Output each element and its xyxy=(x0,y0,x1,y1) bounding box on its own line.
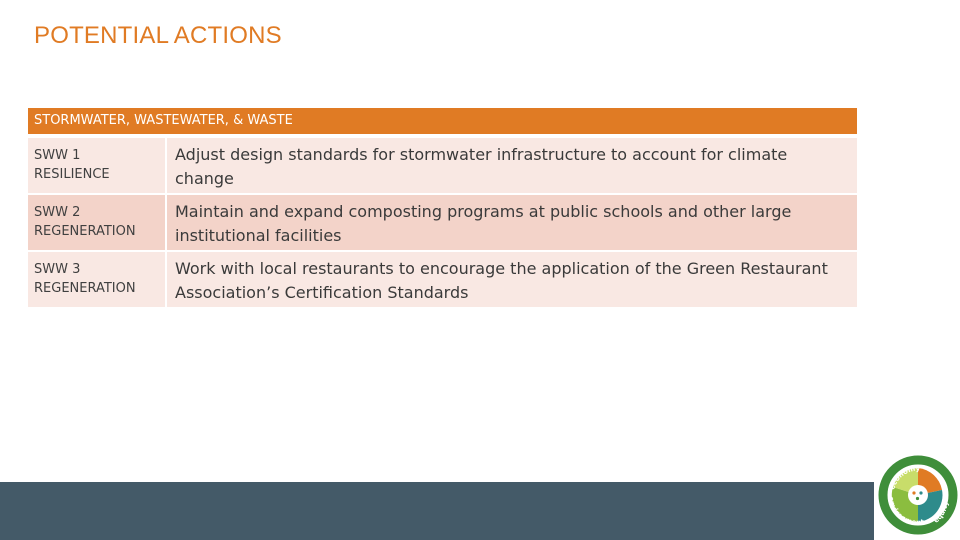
action-id-cell xyxy=(28,193,167,250)
table-row xyxy=(28,193,857,250)
logo-word-environment: environment xyxy=(886,496,925,527)
action-description: Work with local restaurants to encourage the application of the Green Restaurant Association’s Certification Standards xyxy=(167,250,857,307)
action-id-cell xyxy=(28,250,167,307)
action-code: SWW 3 xyxy=(34,262,81,277)
sustainability-logo xyxy=(876,450,960,540)
action-category: REGENERATION xyxy=(34,224,136,239)
action-category: RESILIENCE xyxy=(34,167,110,182)
action-category: REGENERATION xyxy=(34,281,136,296)
action-code: SWW 2 xyxy=(34,205,81,220)
table-header: STORMWATER, WASTEWATER, & WASTE xyxy=(28,108,857,136)
actions-table xyxy=(28,108,857,307)
action-description: Maintain and expand composting programs at public schools and other large institutional facilities xyxy=(167,193,857,250)
action-id-cell xyxy=(28,136,167,193)
logo-mark xyxy=(876,450,960,540)
slide-title: POTENTIAL ACTIONS xyxy=(34,22,282,49)
table-row xyxy=(28,250,857,307)
logo-word-equity: equity xyxy=(932,500,950,525)
footer-band xyxy=(0,482,874,540)
logo-word-economy: economy xyxy=(888,464,921,491)
table-row xyxy=(28,136,857,193)
action-code: SWW 1 xyxy=(34,148,81,163)
action-description: Adjust design standards for stormwater infrastructure to account for climate change xyxy=(167,136,857,193)
